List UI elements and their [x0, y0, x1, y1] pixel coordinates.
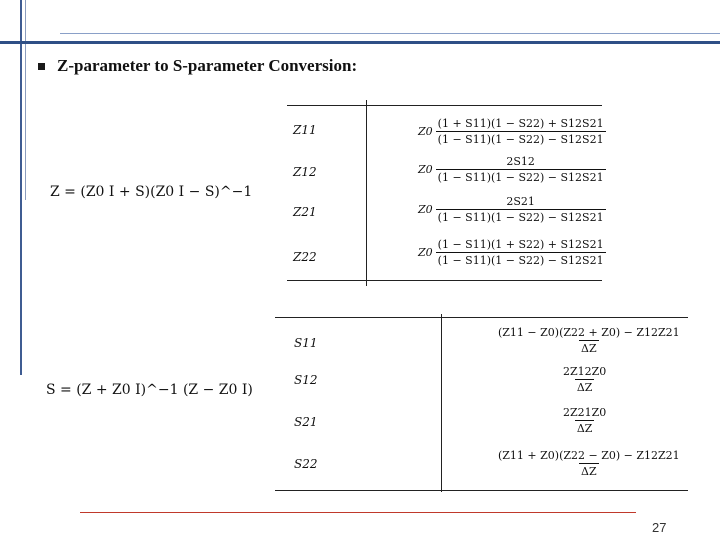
decor-vertical-line-right: [25, 0, 26, 200]
formula-numerator: 2Z21Z0: [563, 406, 607, 419]
z-table-formula-z22: [418, 238, 606, 267]
formula-denominator: (1 − S11)(1 − S22) − S12S21: [437, 211, 604, 224]
z-table-formula-z12: [418, 155, 606, 184]
z-table-label-z21: Z21: [293, 205, 317, 219]
decor-vertical-line-left: [20, 0, 22, 375]
equation-z-from-s-text: Z = (Z0 I + S)(Z0 I − S)^−1: [50, 184, 253, 200]
formula-denominator: ΔZ: [576, 422, 593, 435]
s-table-label-s12: S12: [294, 373, 318, 387]
title-row: [38, 56, 357, 76]
s-table-label-s22: S22: [294, 457, 318, 471]
formula-denominator: (1 − S11)(1 − S22) − S12S21: [437, 171, 604, 184]
formula-numerator: (Z11 − Z0)(Z22 + Z0) − Z12Z21: [498, 326, 680, 339]
decor-horizontal-line: [0, 41, 720, 44]
formula-prefix: Z0: [418, 203, 433, 216]
z-table-formula-z11: [418, 117, 606, 146]
s-table-formula-s12: [561, 365, 608, 394]
formula-denominator: (1 − S11)(1 − S22) − S12S21: [437, 133, 604, 146]
formula-denominator: ΔZ: [576, 381, 593, 394]
formula-numerator: 2S21: [506, 195, 535, 208]
formula-denominator: ΔZ: [581, 342, 597, 355]
z-table-formula-z21: [418, 195, 606, 224]
formula-prefix: Z0: [418, 246, 433, 259]
page-number: 27: [652, 520, 667, 535]
formula-numerator: 2S12: [506, 155, 535, 168]
slide-title: Z-parameter to S-parameter Conversion:: [57, 56, 358, 75]
table-column-divider: [441, 314, 442, 492]
table-bottom-rule: [275, 490, 688, 491]
z-table-label-z22: Z22: [293, 250, 317, 264]
s-table-formula-s11: [496, 326, 682, 355]
decor-horizontal-accent: [60, 33, 720, 34]
table-column-divider: [366, 100, 367, 286]
table-bottom-rule: [287, 280, 602, 281]
table-top-rule: [275, 317, 688, 318]
formula-numerator: (Z11 + Z0)(Z22 − Z0) − Z12Z21: [498, 449, 680, 462]
z-table-label-z12: Z12: [293, 165, 317, 179]
equation-z-from-s: [50, 184, 252, 200]
formula-numerator: (1 + S11)(1 − S22) + S12S21: [437, 117, 604, 130]
formula-denominator: (1 − S11)(1 − S22) − S12S21: [437, 254, 604, 267]
formula-numerator: 2Z12Z0: [563, 365, 607, 378]
formula-prefix: Z0: [418, 163, 433, 176]
equation-s-from-z-text: S = (Z + Z0 I)^−1 (Z − Z0 I): [46, 382, 253, 398]
s-table-formula-s21: [561, 406, 608, 435]
table-top-rule: [287, 105, 602, 106]
bullet-square-icon: [38, 63, 45, 70]
footer-rule: [80, 512, 636, 513]
z-table-label-z11: Z11: [293, 123, 317, 137]
equation-s-from-z: [46, 382, 253, 398]
formula-prefix: Z0: [418, 125, 433, 138]
formula-denominator: ΔZ: [581, 465, 597, 478]
s-table-formula-s22: [496, 449, 682, 478]
formula-numerator: (1 − S11)(1 + S22) + S12S21: [437, 238, 604, 251]
s-table-label-s11: S11: [294, 336, 318, 350]
s-table-label-s21: S21: [294, 415, 318, 429]
